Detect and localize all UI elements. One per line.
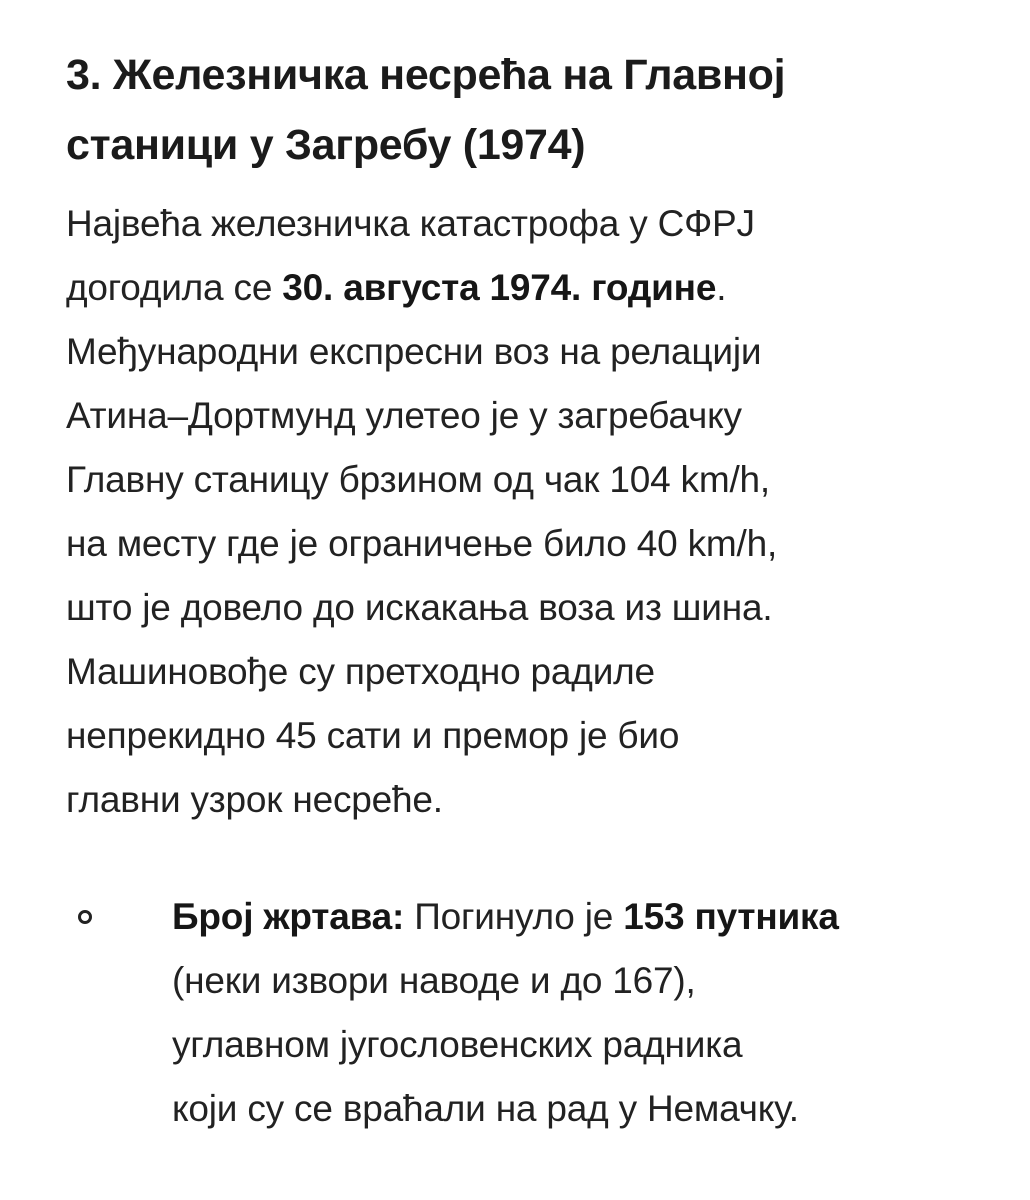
paragraph-line-1: Највећа железничка катастрофа у СФРЈ (66, 203, 755, 244)
section-heading (66, 40, 986, 180)
paragraph-line-5: Главну станицу брзином од чак 104 km/h, (66, 459, 771, 500)
paragraph-line-7: што је довело до искакања воза из шина. (66, 587, 773, 628)
paragraph-line-8: Машиновође су претходно радиле (66, 651, 655, 692)
victims-text: Погинуло је (404, 896, 624, 937)
paragraph-line-2-start: догодила се (66, 267, 283, 308)
victims-line-3: углавном југословенских радника (172, 1024, 743, 1065)
paragraph-line-10: главни узрок несреће. (66, 779, 443, 820)
heading-line-1: 3. Железничка несрећа на Главној (66, 51, 786, 99)
victims-line-4: који су се враћали на рад у Немачку. (172, 1088, 799, 1129)
bullet-list (66, 885, 966, 1141)
paragraph-line-3: Међународни експресни воз на релацији (66, 331, 762, 372)
article-section (66, 40, 986, 832)
heading-line-2: станици у Загребу (1974) (66, 121, 586, 169)
paragraph-line-2-end: . (716, 267, 727, 308)
paragraph-line-4: Атина–Дортмунд улетео је у загребачку (66, 395, 742, 436)
victims-label: Број жртава: (172, 896, 405, 937)
list-item (66, 885, 966, 1141)
hollow-circle-bullet-icon (78, 910, 92, 924)
victims-count: 153 путника (623, 896, 839, 937)
body-paragraph (66, 192, 986, 832)
accident-date: 30. августа 1974. године (282, 267, 717, 308)
paragraph-line-9: непрекидно 45 сати и премор је био (66, 715, 680, 756)
paragraph-line-6: на месту где је ограничење било 40 km/h, (66, 523, 778, 564)
victims-line-2: (неки извори наводе и до 167), (172, 960, 696, 1001)
